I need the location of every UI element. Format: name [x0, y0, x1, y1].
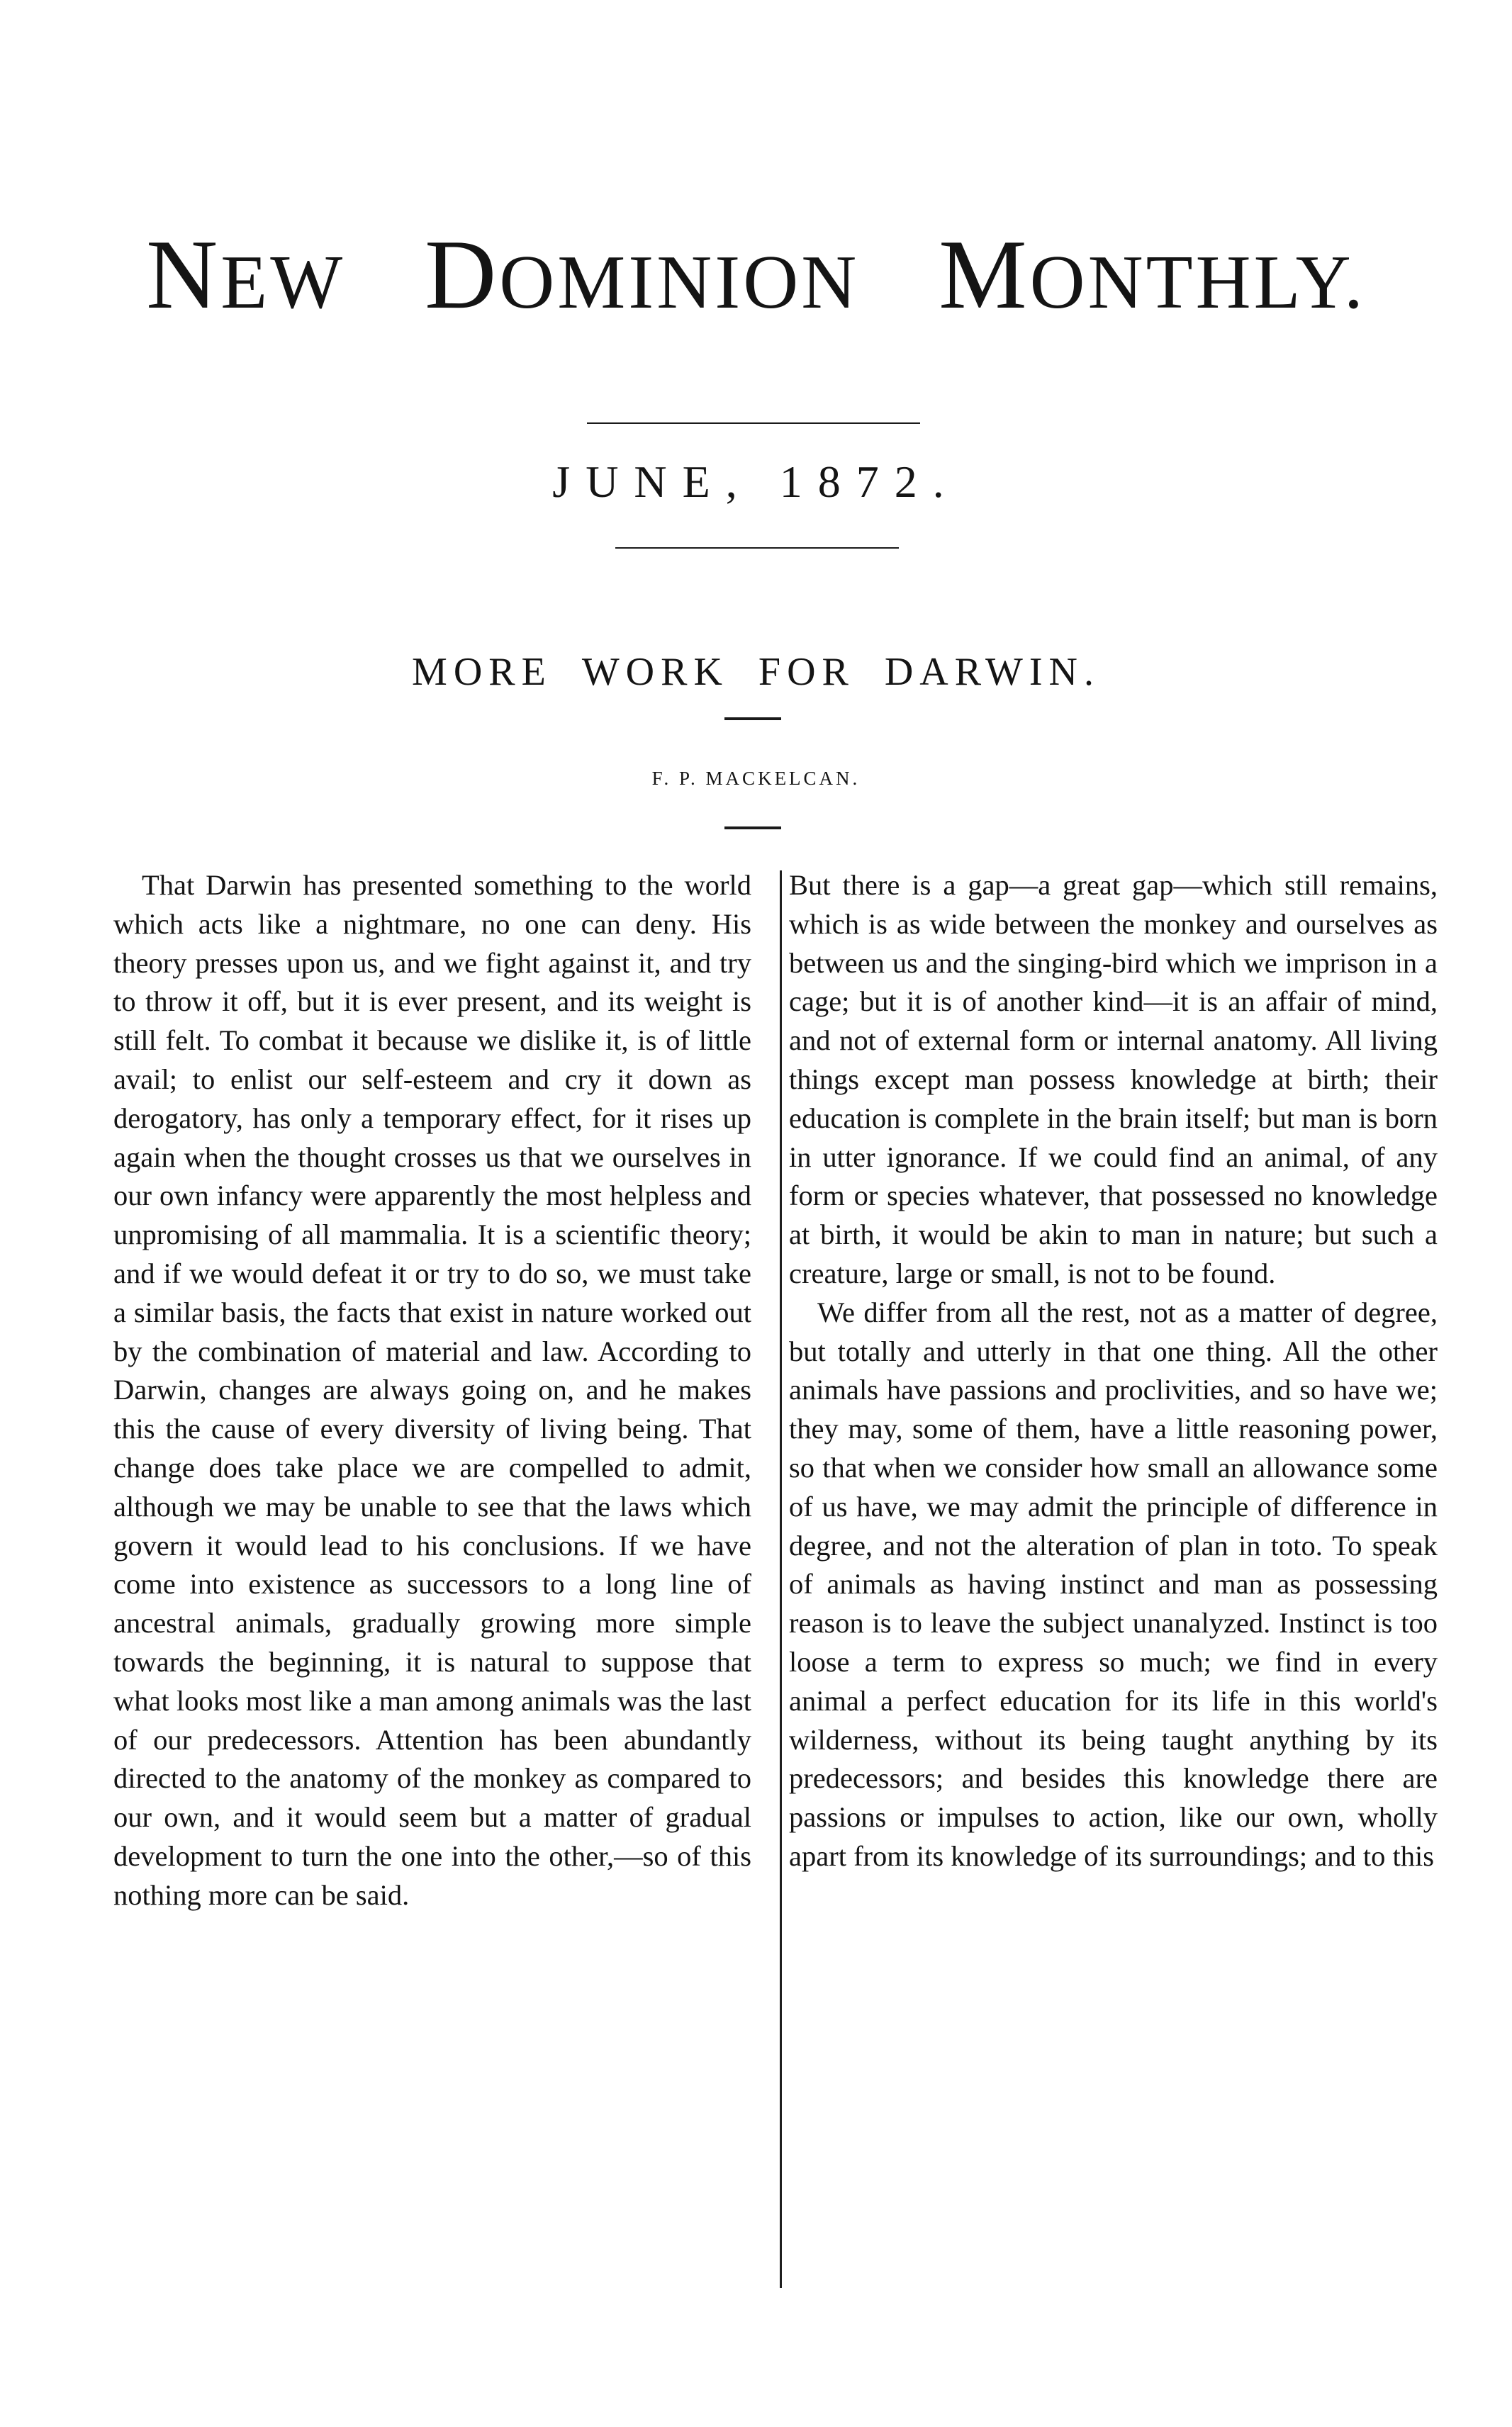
column-divider — [780, 870, 782, 2288]
article-column-left — [113, 866, 751, 1915]
author-divider — [724, 826, 781, 829]
left-paragraph-1: That Darwin has presented something to the world which acts like a nightmare, no one can deny. His theory presses upon us, and we fight against it, and try to throw it off, but it is ever present, and its weight is still felt. To combat it because we dislike it, is of little avail; to enlist our self-esteem and cry it down as derogatory, has only a temporary effect, for it rises up again when the thought crosses us that we ourselves in our own infancy were apparently the most helpless and unpromising of all mammalia. It is a scientific theory; and if we would defeat it or try to do so, we must take a similar basis, the facts that exist in nature worked out by the combination of material and law. According to Darwin, changes are always going on, and he makes this the cause of every diversity of living being. That change does take place we are compelled to admit, although we may be unable to see that the laws which govern it would lead to his conclusions. If we have come into existence as successors to a long line of ancestral animals, gradually growing more simple towards the beginning, it is natural to suppose that what looks most like a man among animals was the last of our predecessors. Attention has been abundantly directed to the anatomy of the monkey as compared to our own, and it would seem but a matter of gradual development to turn the one into the other,—so of this nothing more can be said. — [113, 869, 751, 1911]
masthead-word-2: DOMINION — [425, 220, 860, 330]
masthead-word-1: NEW — [146, 220, 346, 330]
right-paragraph-1: But there is a gap—a great gap—which still remains, which is as wide between the monkey and ourselves as between us and the singing-bird which we imprison in a cage; but it is of another kind—it is an affair of mind, and not of external form or internal anatomy. All living things except man possess knowledge at birth; their education is complete in the brain itself; but man is born in utter ignorance. If we could find an animal, of any form or species whatever, that possessed no knowledge at birth, it would be akin to man in nature; but such a creature, large or small, is not to be found. — [789, 869, 1438, 1289]
date-divider — [615, 547, 899, 549]
article-title-word-2: WORK — [581, 650, 729, 694]
article-title-word-1: MORE — [412, 650, 552, 694]
article-title-word-3: FOR — [758, 650, 855, 694]
article-column-right — [789, 866, 1438, 1876]
article-author: F. P. MACKELCAN. — [651, 768, 861, 789]
title-divider — [724, 717, 781, 720]
masthead-word-3: MONTHLY. — [939, 220, 1366, 330]
journal-masthead — [0, 220, 1512, 330]
article-title — [0, 652, 1512, 692]
issue-date: JUNE, 1872. — [552, 456, 960, 507]
masthead-divider — [587, 422, 920, 424]
article-title-word-4: DARWIN. — [884, 650, 1100, 694]
right-paragraph-2: We differ from all the rest, not as a matter of degree, but totally and utterly in that one thing. All the other animals have passions and proclivities, and so have we; they may, some of them, have a little reasoning power, so that when we consider how small an allowance some of us have, we may admit the principle of difference in degree, and not the alteration of plan in toto. To speak of animals as having instinct and man as possessing reason is to leave the subject unanalyzed. Instinct is too loose a term to express so much; we find in every animal a perfect education for its life in this world's wilderness, without its being taught anything by its predecessors; and besides this knowledge there are passions or impulses to action, like our own, wholly apart from its knowledge of its surroundings; and to this — [789, 1296, 1438, 1872]
